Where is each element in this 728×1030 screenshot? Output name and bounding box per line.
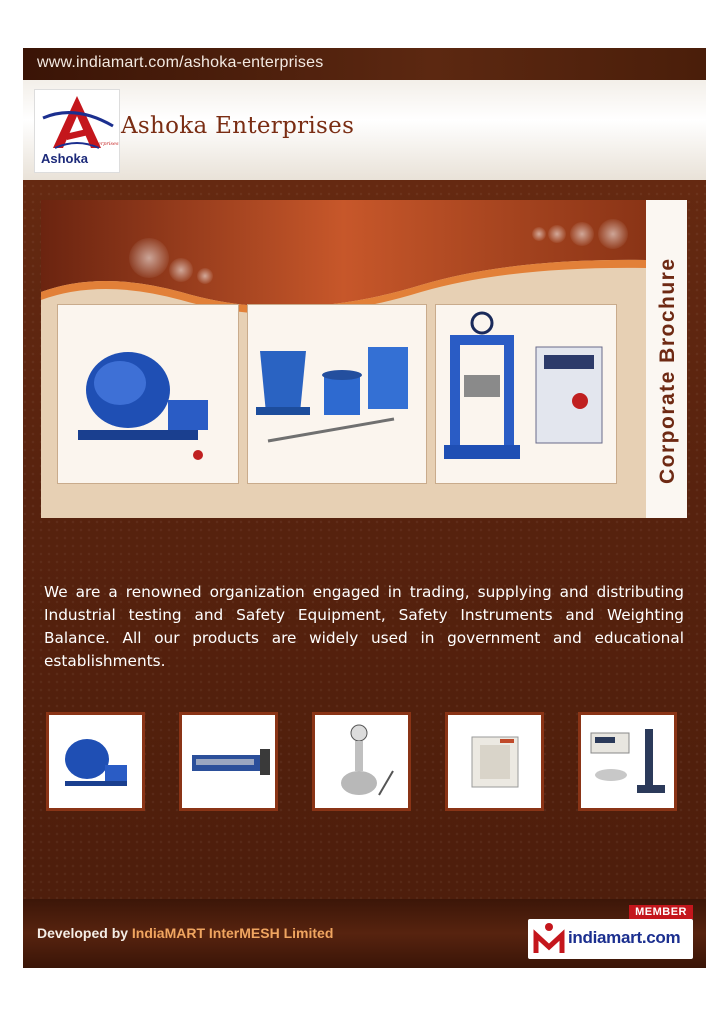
- oven-thumb-icon: [448, 715, 541, 808]
- company-logo: [34, 89, 120, 173]
- company-description: We are a renowned organization engaged in trading, supplying and distributing Industrial testing and Safety Equipment, Safety Instruments and Weighting Balance. All our products are widely used in government and educational establishments.: [44, 583, 684, 670]
- product-photo-moulds: [247, 304, 427, 484]
- concrete-mixer-icon: [58, 305, 238, 483]
- logo-subtext: Enterprises: [89, 141, 119, 147]
- product-photo-mixer: [57, 304, 239, 484]
- product-photo-press: [435, 304, 617, 484]
- brochure-title-text: Corporate Brochure: [656, 257, 679, 484]
- logo-word: Ashoka: [41, 151, 88, 166]
- brochure-title: [646, 200, 687, 518]
- airmeter-thumb-icon: [315, 715, 408, 808]
- developer-link[interactable]: IndiaMART InterMESH Limited: [131, 925, 334, 941]
- compression-press-icon: [436, 305, 616, 483]
- apparatus-thumb-icon: [182, 715, 275, 808]
- product-thumb-weighing[interactable]: [578, 712, 677, 811]
- product-thumb-mixer[interactable]: [46, 712, 145, 811]
- indiamart-m-icon: [530, 919, 568, 959]
- hero-banner: [41, 200, 687, 518]
- product-thumb-apparatus[interactable]: [179, 712, 278, 811]
- moulds-icon: [248, 305, 426, 483]
- mixer-thumb-icon: [49, 715, 142, 808]
- company-name: Ashoka Enterprises: [121, 113, 355, 139]
- product-thumb-airmeter[interactable]: [312, 712, 411, 811]
- site-url[interactable]: www.indiamart.com/ashoka-enterprises: [37, 54, 324, 71]
- company-header: [23, 80, 706, 180]
- url-bar: [23, 48, 706, 80]
- developer-credit: [37, 925, 333, 941]
- page-footer: [23, 899, 706, 968]
- developed-by-label: Developed by: [37, 925, 129, 941]
- brochure-page: [23, 48, 706, 968]
- member-badge[interactable]: [528, 905, 693, 961]
- brochure-band: [646, 200, 687, 518]
- member-label: MEMBER: [629, 905, 693, 919]
- indiamart-logo: [528, 919, 693, 959]
- indiamart-brand: indiamart.com: [568, 928, 681, 947]
- weighing-scale-thumb-icon: [581, 715, 674, 808]
- product-thumb-oven[interactable]: [445, 712, 544, 811]
